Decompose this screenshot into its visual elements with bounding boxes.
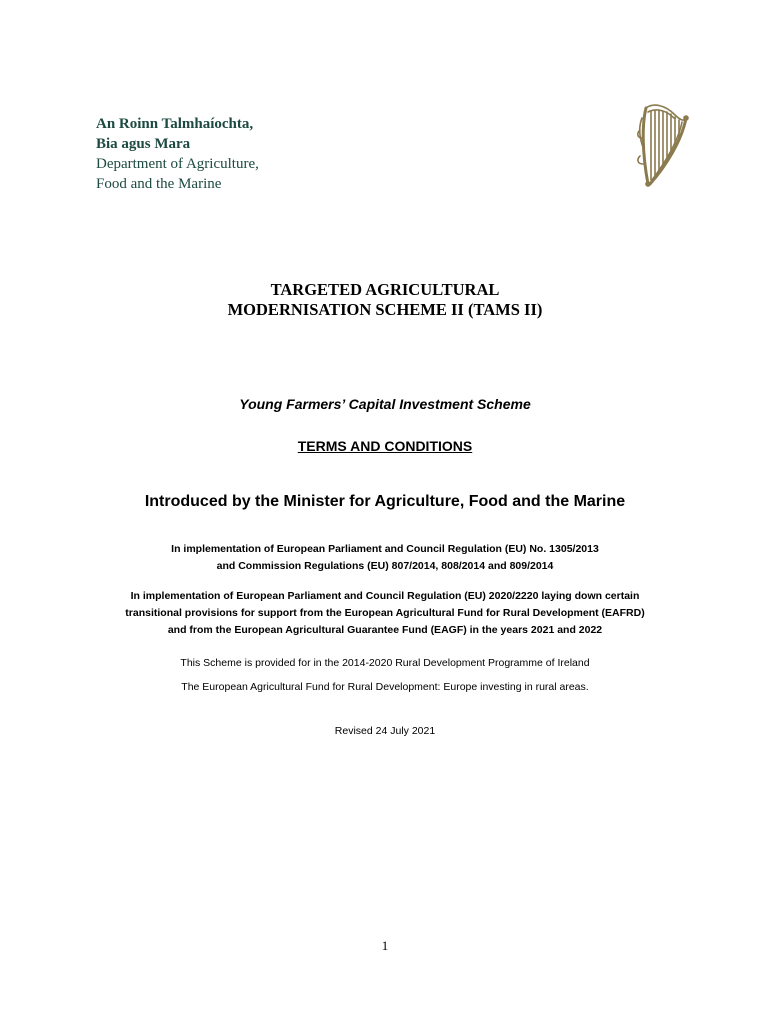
regulation-paragraph-1 <box>0 541 770 575</box>
dept-irish-line-2: Bia agus Mara <box>96 136 191 152</box>
department-logo-text <box>96 114 259 194</box>
dept-english-line-2: Food and the Marine <box>96 176 222 192</box>
document-title <box>0 280 770 320</box>
harp-icon <box>636 100 690 188</box>
scheme-subtitle: Young Farmers’ Capital Investment Scheme <box>239 396 531 412</box>
terms-heading: TERMS AND CONDITIONS <box>297 438 473 454</box>
regulation-2-line-1: In implementation of European Parliament and Council Regulation (EU) 2020/2220 laying down certain <box>130 590 640 602</box>
regulation-2-line-3: and from the European Agricultural Guarantee Fund (EAGF) in the years 2021 and 2022 <box>167 624 603 636</box>
dept-english-line-1: Department of Agriculture, <box>96 156 259 172</box>
title-line-1: TARGETED AGRICULTURAL <box>270 280 500 299</box>
introduced-by-line: Introduced by the Minister for Agriculture, Food and the Marine <box>144 493 626 510</box>
regulation-1-line-1: In implementation of European Parliament and Council Regulation (EU) No. 1305/2013 <box>171 543 599 555</box>
regulation-1-line-2: and Commission Regulations (EU) 807/2014, 808/2014 and 809/2014 <box>216 560 554 572</box>
title-line-2: MODERNISATION SCHEME II (TAMS II) <box>227 300 543 319</box>
programme-note: This Scheme is provided for in the 2014-2020 Rural Development Programme of Ireland <box>180 657 590 669</box>
page-number: 1 <box>381 938 389 953</box>
fund-note: The European Agricultural Fund for Rural Development: Europe investing in rural areas. <box>181 681 589 693</box>
regulation-paragraph-2 <box>0 588 770 639</box>
regulation-2-line-2: transitional provisions for support from the European Agricultural Fund for Rural Development (EAFRD) <box>125 607 645 619</box>
revised-date: Revised 24 July 2021 <box>334 725 436 737</box>
dept-irish-line-1: An Roinn Talmhaíochta, <box>96 116 254 132</box>
